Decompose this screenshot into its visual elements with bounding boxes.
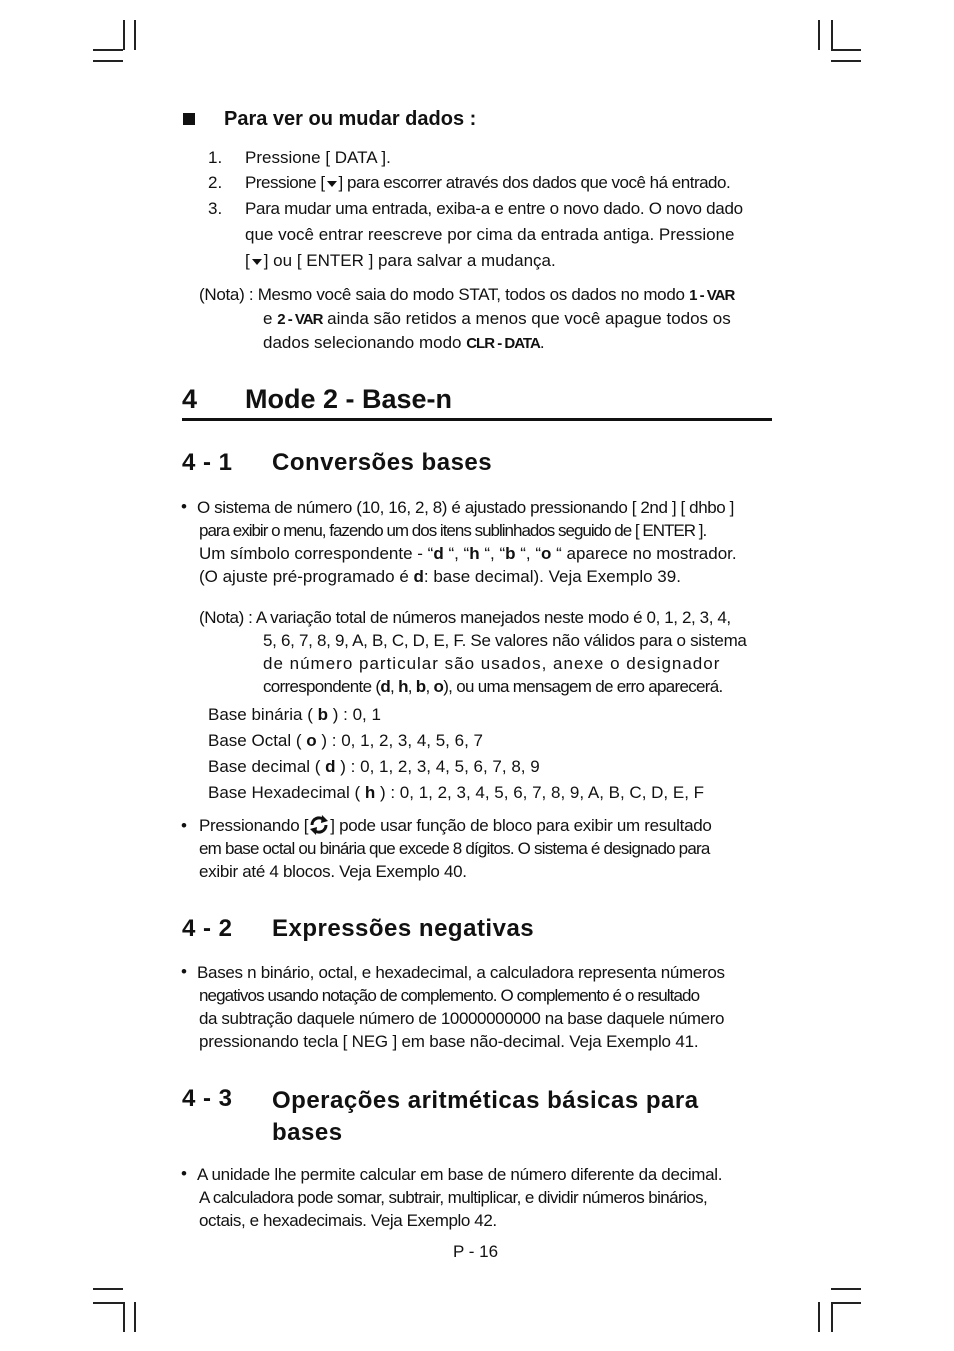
note-line bbox=[199, 675, 772, 698]
note-text: . bbox=[539, 333, 545, 352]
section-title-line: bases bbox=[272, 1119, 343, 1146]
rotate-key-icon bbox=[308, 814, 330, 836]
section-heading: Para ver ou mudar dados : bbox=[224, 108, 477, 130]
text: (O ajuste pré-programado é bbox=[199, 567, 414, 586]
note-line bbox=[199, 331, 772, 355]
base-item bbox=[208, 780, 704, 806]
paragraph bbox=[197, 1163, 772, 1232]
symbol: b bbox=[415, 677, 426, 696]
text: “, “ bbox=[479, 544, 506, 563]
base-item bbox=[208, 728, 704, 754]
note-line bbox=[199, 283, 772, 307]
mode-label: 1 - VAR bbox=[689, 287, 735, 304]
section-number: 4 - 2 bbox=[182, 915, 233, 942]
crop-mark bbox=[93, 49, 123, 51]
crop-mark bbox=[93, 60, 123, 62]
crop-mark bbox=[134, 1302, 136, 1332]
step-line: Para mudar uma entrada, exiba-a e entre o novo dado. O novo dado bbox=[245, 199, 743, 218]
base-label: Base Octal ( bbox=[208, 731, 307, 750]
symbol: b bbox=[317, 705, 329, 724]
paragraph-line: da subtração daquele número de 10000000000 na base daquele número bbox=[199, 1009, 725, 1028]
down-arrow-icon bbox=[252, 259, 262, 265]
paragraph-line: para exibir o menu, fazendo um dos itens sublinhados seguido de [ ENTER ]. bbox=[199, 521, 707, 540]
note-text: (Nota) : Mesmo você saia do modo STAT, todos os dados no modo bbox=[199, 285, 685, 304]
base-label: Base binária ( bbox=[208, 705, 318, 724]
paragraph-line: Bases n binário, octal, e hexadecimal, a calculadora representa números bbox=[197, 963, 725, 982]
crop-mark bbox=[831, 1288, 861, 1290]
symbol: o bbox=[433, 677, 444, 696]
step-text-before: Pressione [ bbox=[245, 173, 325, 192]
base-item bbox=[208, 754, 704, 780]
section-number: 4 - 3 bbox=[182, 1085, 233, 1112]
text: Pressionando [ bbox=[199, 816, 309, 835]
base-values: ) : 0, 1, 2, 3, 4, 5, 6, 7, 8, 9 bbox=[335, 757, 540, 776]
symbol: d bbox=[380, 677, 391, 696]
symbol: o bbox=[306, 731, 317, 750]
paragraph-line: O sistema de número (10, 16, 2, 8) é ajustado pressionando [ 2nd ] [ dhbo ] bbox=[197, 498, 735, 517]
base-values: ) : 0, 1 bbox=[328, 705, 381, 724]
paragraph-line: exibir até 4 blocos. Veja Exemplo 40. bbox=[199, 862, 467, 881]
step-number: 3. bbox=[208, 199, 223, 218]
chapter-title: Mode 2 - Base-n bbox=[245, 384, 453, 414]
crop-mark bbox=[831, 49, 861, 51]
note-stat bbox=[199, 283, 772, 355]
paragraph-line bbox=[199, 814, 772, 837]
bullet: • bbox=[181, 1164, 187, 1183]
section-title-line: Operações aritméticas básicas para bbox=[272, 1087, 699, 1114]
page-number: P - 16 bbox=[453, 1242, 499, 1261]
note-line bbox=[199, 307, 772, 331]
chapter-number: 4 bbox=[182, 384, 198, 414]
step-line-before: [ bbox=[245, 251, 250, 270]
note-line: 5, 6, 7, 8, 9, A, B, C, D, E, F. Se valores não válidos para o sistema bbox=[263, 631, 747, 650]
paragraph-line bbox=[197, 542, 772, 565]
down-arrow-icon bbox=[327, 181, 337, 187]
symbol: d bbox=[413, 567, 424, 586]
note-text: e bbox=[263, 309, 273, 328]
text: : base decimal). Veja Exemplo 39. bbox=[423, 567, 681, 586]
chapter-rule bbox=[182, 418, 772, 421]
step-text: Pressione [ DATA ]. bbox=[245, 148, 391, 167]
note-text: ainda são retidos a menos que você apague todos os bbox=[327, 309, 731, 328]
crop-mark bbox=[123, 1302, 125, 1332]
paragraph-line: A calculadora pode somar, subtrair, multiplicar, e dividir números binários, bbox=[199, 1188, 708, 1207]
paragraph bbox=[197, 961, 772, 1053]
text: correspondente ( bbox=[263, 677, 381, 696]
text: , bbox=[390, 677, 399, 696]
bullet: • bbox=[181, 816, 187, 835]
base-label: Base Hexadecimal ( bbox=[208, 783, 365, 802]
text: ), ou uma mensagem de erro aparecerá. bbox=[443, 677, 723, 696]
paragraph-line: A unidade lhe permite calcular em base de número diferente da decimal. bbox=[197, 1165, 723, 1184]
mode-label: 2 - VAR bbox=[277, 311, 323, 328]
symbol: d bbox=[325, 757, 336, 776]
base-values: ) : 0, 1, 2, 3, 4, 5, 6, 7, 8, 9, A, B, C, D, E, F bbox=[375, 783, 705, 802]
symbol: h bbox=[469, 544, 480, 563]
text: Um símbolo correspondente - “ bbox=[199, 544, 434, 563]
step-number: 1. bbox=[208, 148, 223, 167]
crop-mark bbox=[831, 20, 833, 50]
paragraph-line: negativos usando notação de complemento. O complemento é o resultado bbox=[199, 986, 700, 1005]
symbol: o bbox=[541, 544, 552, 563]
crop-mark bbox=[818, 20, 820, 50]
mode-label: CLR - DATA bbox=[466, 335, 540, 352]
crop-mark bbox=[93, 1302, 123, 1304]
crop-mark bbox=[831, 60, 861, 62]
crop-mark bbox=[134, 20, 136, 50]
bullet: • bbox=[181, 497, 187, 516]
crop-mark bbox=[831, 1302, 833, 1332]
section-title: Expressões negativas bbox=[272, 915, 535, 942]
note-text: dados selecionando modo bbox=[263, 333, 462, 352]
text: “, “ bbox=[515, 544, 541, 563]
paragraph bbox=[197, 496, 772, 588]
step-number: 2. bbox=[208, 173, 223, 192]
step-line: que você entrar reescreve por cima da entrada antiga. Pressione bbox=[245, 225, 735, 244]
section-number: 4 - 1 bbox=[182, 449, 233, 476]
base-values: ) : 0, 1, 2, 3, 4, 5, 6, 7 bbox=[316, 731, 483, 750]
paragraph-line bbox=[197, 565, 772, 588]
text: “ aparece no mostrador. bbox=[551, 544, 737, 563]
paragraph-line: octais, e hexadecimais. Veja Exemplo 42. bbox=[199, 1211, 497, 1230]
text: , bbox=[407, 677, 416, 696]
step-line-after: ] ou [ ENTER ] para salvar a mudança. bbox=[263, 251, 556, 270]
symbol: b bbox=[505, 544, 516, 563]
symbol: d bbox=[433, 544, 444, 563]
section-title: Conversões bases bbox=[272, 449, 493, 476]
text: “, “ bbox=[443, 544, 470, 563]
note-range bbox=[199, 606, 772, 698]
symbol: h bbox=[398, 677, 408, 696]
note-line: (Nota) : A variação total de números manejados neste modo é 0, 1, 2, 3, 4, bbox=[199, 608, 731, 627]
base-item bbox=[208, 702, 704, 728]
paragraph-line: em base octal ou binária que excede 8 dígitos. O sistema é designado para bbox=[199, 839, 710, 858]
paragraph bbox=[199, 814, 772, 883]
paragraph-line: pressionando tecla [ NEG ] em base não-decimal. Veja Exemplo 41. bbox=[199, 1032, 699, 1051]
step-text-after: ] para escorrer através dos dados que você há entrado. bbox=[338, 173, 731, 192]
base-list bbox=[208, 702, 704, 806]
crop-mark bbox=[93, 1288, 123, 1290]
step-text bbox=[245, 196, 772, 274]
base-label: Base decimal ( bbox=[208, 757, 326, 776]
text: , bbox=[425, 677, 434, 696]
crop-mark bbox=[818, 1302, 820, 1332]
note-line: de número particular são usados, anexe o designador bbox=[263, 654, 721, 673]
square-bullet-icon bbox=[183, 113, 195, 125]
section-title bbox=[272, 1085, 699, 1149]
crop-mark bbox=[831, 1302, 861, 1304]
symbol: h bbox=[364, 783, 376, 802]
step-line bbox=[245, 248, 772, 274]
step-text bbox=[245, 170, 772, 196]
text: ] pode usar função de bloco para exibir um resultado bbox=[330, 816, 712, 835]
crop-mark bbox=[123, 20, 125, 50]
bullet: • bbox=[181, 962, 187, 981]
